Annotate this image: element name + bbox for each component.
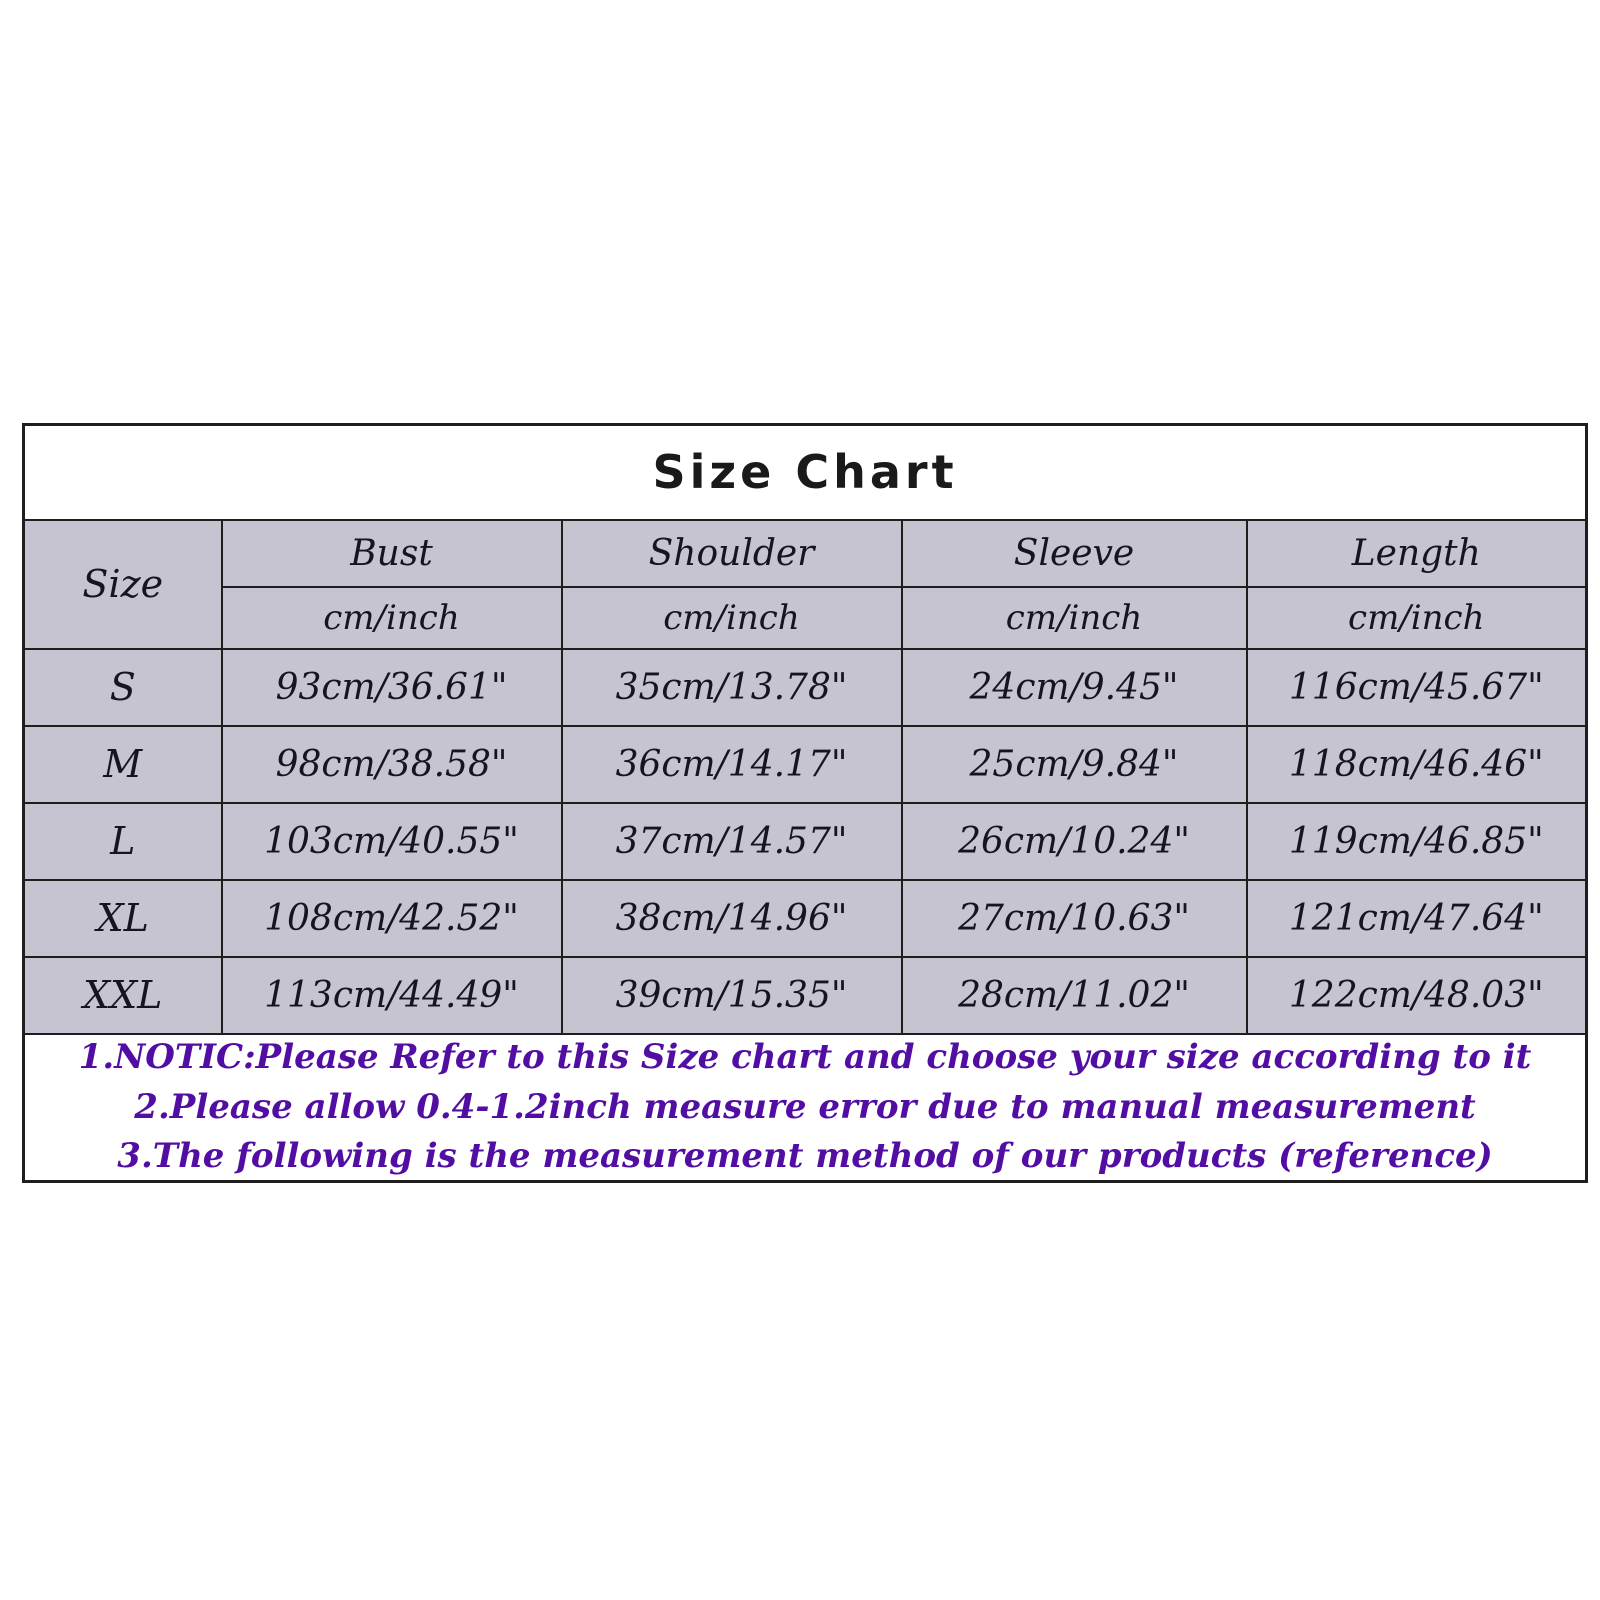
length-value: 121cm/47.64" [1288,897,1544,939]
sleeve-cell [902,726,1247,803]
shoulder-cell [562,880,902,957]
shoulder-cell [562,649,902,726]
sleeve-unit-cell [902,587,1247,649]
size-value: XL [96,896,149,940]
header-row-units [24,587,1587,649]
title-cell [24,425,1587,520]
bust-header-label: Bust [350,532,433,574]
table-row [24,649,1587,726]
sleeve-cell [902,803,1247,880]
size-value: M [103,742,143,786]
bust-header-cell [222,520,562,587]
bust-value: 103cm/40.55" [264,820,519,862]
bust-value: 93cm/36.61" [275,666,508,708]
size-header-label: Size [82,562,164,606]
length-cell [1247,957,1587,1034]
size-header-cell [24,520,222,649]
shoulder-cell [562,726,902,803]
length-unit-label: cm/inch [1348,597,1485,638]
bust-value: 113cm/44.49" [264,974,519,1016]
bust-cell [222,880,562,957]
size-chart-table [22,423,1588,1183]
size-cell [24,957,222,1034]
size-cell [24,726,222,803]
bust-cell [222,957,562,1034]
shoulder-header-label: Shoulder [648,532,815,574]
sleeve-header-label: Sleeve [1013,532,1135,574]
size-value: L [110,819,136,863]
bust-cell [222,726,562,803]
length-value: 118cm/46.46" [1288,743,1544,785]
shoulder-value: 39cm/15.35" [615,974,848,1016]
sleeve-value: 25cm/9.84" [969,743,1179,785]
length-cell [1247,803,1587,880]
title-row [24,425,1587,520]
notes-row [24,1034,1587,1182]
shoulder-value: 35cm/13.78" [615,666,848,708]
sleeve-header-cell [902,520,1247,587]
table-row [24,726,1587,803]
size-cell [24,649,222,726]
shoulder-unit-cell [562,587,902,649]
length-value: 119cm/46.85" [1288,820,1544,862]
length-cell [1247,880,1587,957]
shoulder-value: 36cm/14.17" [615,743,848,785]
shoulder-cell [562,957,902,1034]
shoulder-cell [562,803,902,880]
bust-cell [222,803,562,880]
page-title: Size Chart [652,445,958,500]
shoulder-value: 37cm/14.57" [615,820,848,862]
length-cell [1247,726,1587,803]
notes-list [25,1035,1585,1181]
sleeve-cell [902,649,1247,726]
table-row [24,803,1587,880]
length-header-cell [1247,520,1587,587]
size-cell [24,803,222,880]
length-unit-cell [1247,587,1587,649]
size-value: XXL [83,973,163,1017]
size-value: S [109,665,136,709]
length-cell [1247,649,1587,726]
sleeve-value: 24cm/9.45" [969,666,1179,708]
bust-unit-label: cm/inch [323,597,460,638]
length-value: 122cm/48.03" [1288,974,1544,1016]
length-header-label: Length [1351,532,1481,574]
sleeve-value: 26cm/10.24" [958,820,1190,862]
note-line-2: 2.Please allow 0.4-1.2inch measure error due to manual measurement [134,1086,1476,1127]
size-cell [24,880,222,957]
sleeve-value: 28cm/11.02" [958,974,1190,1016]
notes-cell [24,1034,1587,1182]
sleeve-value: 27cm/10.63" [958,897,1190,939]
bust-cell [222,649,562,726]
length-value: 116cm/45.67" [1288,666,1544,708]
sleeve-unit-label: cm/inch [1005,597,1143,638]
note-line-3: 3.The following is the measurement method of our products (reference) [117,1135,1493,1176]
table-row [24,957,1587,1034]
note-line-1: 1.NOTIC:Please Refer to this Size chart and choose your size according to it [78,1037,1532,1078]
bust-unit-cell [222,587,562,649]
shoulder-value: 38cm/14.96" [615,897,848,939]
sleeve-cell [902,957,1247,1034]
bust-value: 98cm/38.58" [275,743,508,785]
shoulder-unit-label: cm/inch [663,597,800,638]
shoulder-header-cell [562,520,902,587]
table-row [24,880,1587,957]
bust-value: 108cm/42.52" [264,897,519,939]
sleeve-cell [902,880,1247,957]
header-row-measure [24,520,1587,587]
